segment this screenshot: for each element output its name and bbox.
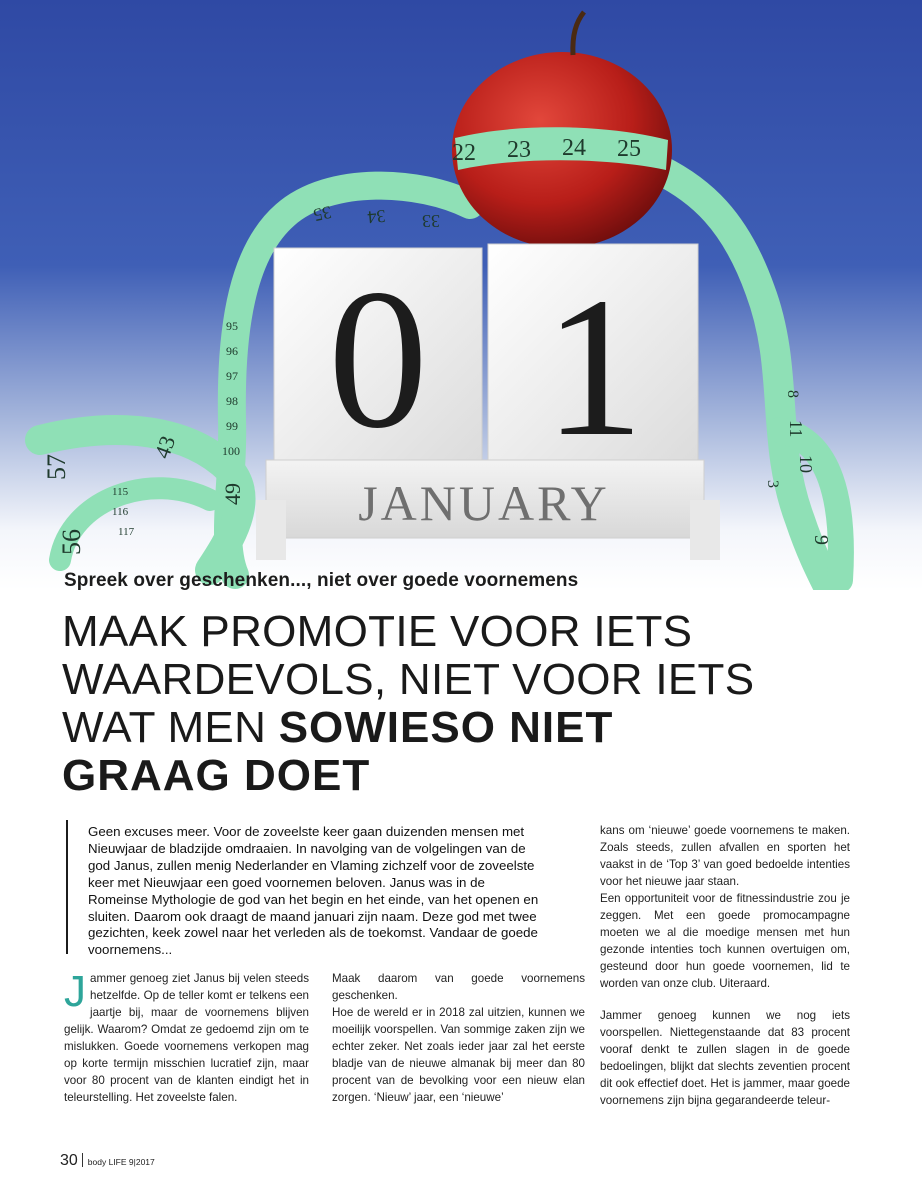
tape-number: 43	[149, 432, 181, 462]
hero-image	[0, 0, 922, 590]
headline-light: WAT MEN	[62, 703, 279, 752]
tape-number: 56	[57, 529, 86, 555]
paragraph-gap	[600, 992, 850, 1007]
date-digit-left: 0	[328, 249, 428, 470]
headline-line	[62, 704, 862, 752]
tape-number: 9	[810, 535, 832, 545]
footer-divider	[82, 1153, 83, 1167]
headline-line: MAAK PROMOTIE VOOR IETS	[62, 607, 693, 656]
article-headline	[62, 608, 862, 800]
body-column-1	[64, 967, 309, 1106]
tape-number: 97	[226, 369, 238, 383]
body-column-2	[332, 970, 585, 1106]
page-footer	[60, 1152, 155, 1170]
body-paragraph: ammer genoeg ziet Janus bij velen steeds hetzelfde. Op de teller komt er telkens een jaartje bij, maar de voornemens blijven gelijk. Waarom? Omdat ze gedoemd zijn om te mislukken. Goede voornemens verkopen mag op korte termijn misschien lucratief zijn, maar voor 80 procent van de klanten eindigt het in teleurstelling. Het zoveelste falen.	[64, 972, 309, 1104]
month-label: JANUARY	[358, 475, 610, 531]
body-paragraph: Een opportuniteit voor de fitnessindustrie zou je zeggen. Met een goede promocampagne moeten we al die moedige mensen met hun gezonde intenties toch kunnen overtuigen om, gesteund door hun goede voornemen, lid te worden van onze club. Uiteraard.	[600, 892, 850, 990]
tape-number: 49	[220, 483, 245, 505]
body-paragraph: Jammer genoeg kunnen we nog iets voorspellen. Niettegenstaande dat 83 procent vooraf denkt te zullen slagen in de goede bedoelingen, blijkt dat slechts zeventien procent dit ook effectief doet. Het is jammer, maar goede voornemens zijn bijna gegarandeerde teleur-	[600, 1009, 850, 1107]
page-number: 30	[60, 1152, 78, 1169]
drop-cap: J	[64, 967, 86, 1016]
tape-number: 34	[366, 206, 387, 228]
tape-number: 8	[784, 390, 801, 398]
headline-line: WAARDEVOLS, NIET VOOR IETS	[62, 655, 755, 704]
body-column-3	[600, 822, 850, 1109]
body-paragraph: Maak daarom van goede voornemens geschenken.	[332, 972, 585, 1002]
magazine-issue: body LIFE 9|2017	[87, 1157, 155, 1167]
body-paragraph: Hoe de wereld er in 2018 zal uitzien, kunnen we moeilijk voorspellen. Van sommige zaken zijn we echter zeker. Net zoals ieder jaar zal het eerste bladje van de nieuwe almanak bij meer dan 80 procent van de bevolking voor een nieuw elan zorgen. ‘Nieuw’ jaar, een ‘nieuwe’	[332, 1006, 585, 1104]
headline-line: GRAAG DOET	[62, 751, 371, 800]
tape-number: 24	[562, 135, 586, 161]
tape-number: 10	[796, 455, 816, 473]
tape-number: 115	[112, 486, 129, 498]
article-intro	[66, 820, 544, 958]
tape-number: 23	[507, 137, 531, 163]
headline-bold: SOWIESO NIET	[278, 703, 614, 752]
tape-number: 11	[786, 420, 806, 438]
tape-number: 35	[311, 202, 334, 226]
article-kicker: Spreek over geschenken..., niet over goede voornemens	[64, 570, 579, 591]
tape-number: 3	[764, 480, 781, 488]
tape-number: 57	[42, 454, 71, 480]
tape-number: 116	[112, 506, 129, 518]
tape-number: 100	[222, 444, 240, 458]
tape-number: 98	[226, 394, 238, 408]
body-paragraph: kans om ‘nieuwe’ goede voornemens te maken. Zoals steeds, zullen afvallen en sporten het vaakst in de ‘Top 3’ van goed bedoelde intenties voor het nieuwe jaar staan.	[600, 824, 850, 888]
tape-number: 25	[617, 136, 641, 162]
intro-text: Geen excuses meer. Voor de zoveelste keer gaan duizenden mensen met Nieuwjaar de bladzijde omdraaien. In navolging van de volgelingen van de god Janus, zullen menig Nederlander en Vlaming zichzelf voor de zoveelste keer met Nieuwjaar een goed voornemen beloven. Janus was in de Romeinse Mythologie de god van het begin en het einde, van het openen en sluiten. Daarom ook draagt de maand januari zijn naam. Deze god met twee gezichten, keek zowel naar het verleden als de toekomst. Vandaar de goede voornemens...	[88, 824, 539, 958]
tape-number: 96	[226, 344, 238, 358]
tape-number: 33	[422, 211, 440, 231]
tape-number: 22	[452, 140, 476, 166]
tape-number: 95	[226, 319, 238, 333]
date-digit-right: 1	[544, 257, 644, 478]
tape-number: 117	[118, 526, 135, 538]
tape-number: 99	[226, 419, 238, 433]
